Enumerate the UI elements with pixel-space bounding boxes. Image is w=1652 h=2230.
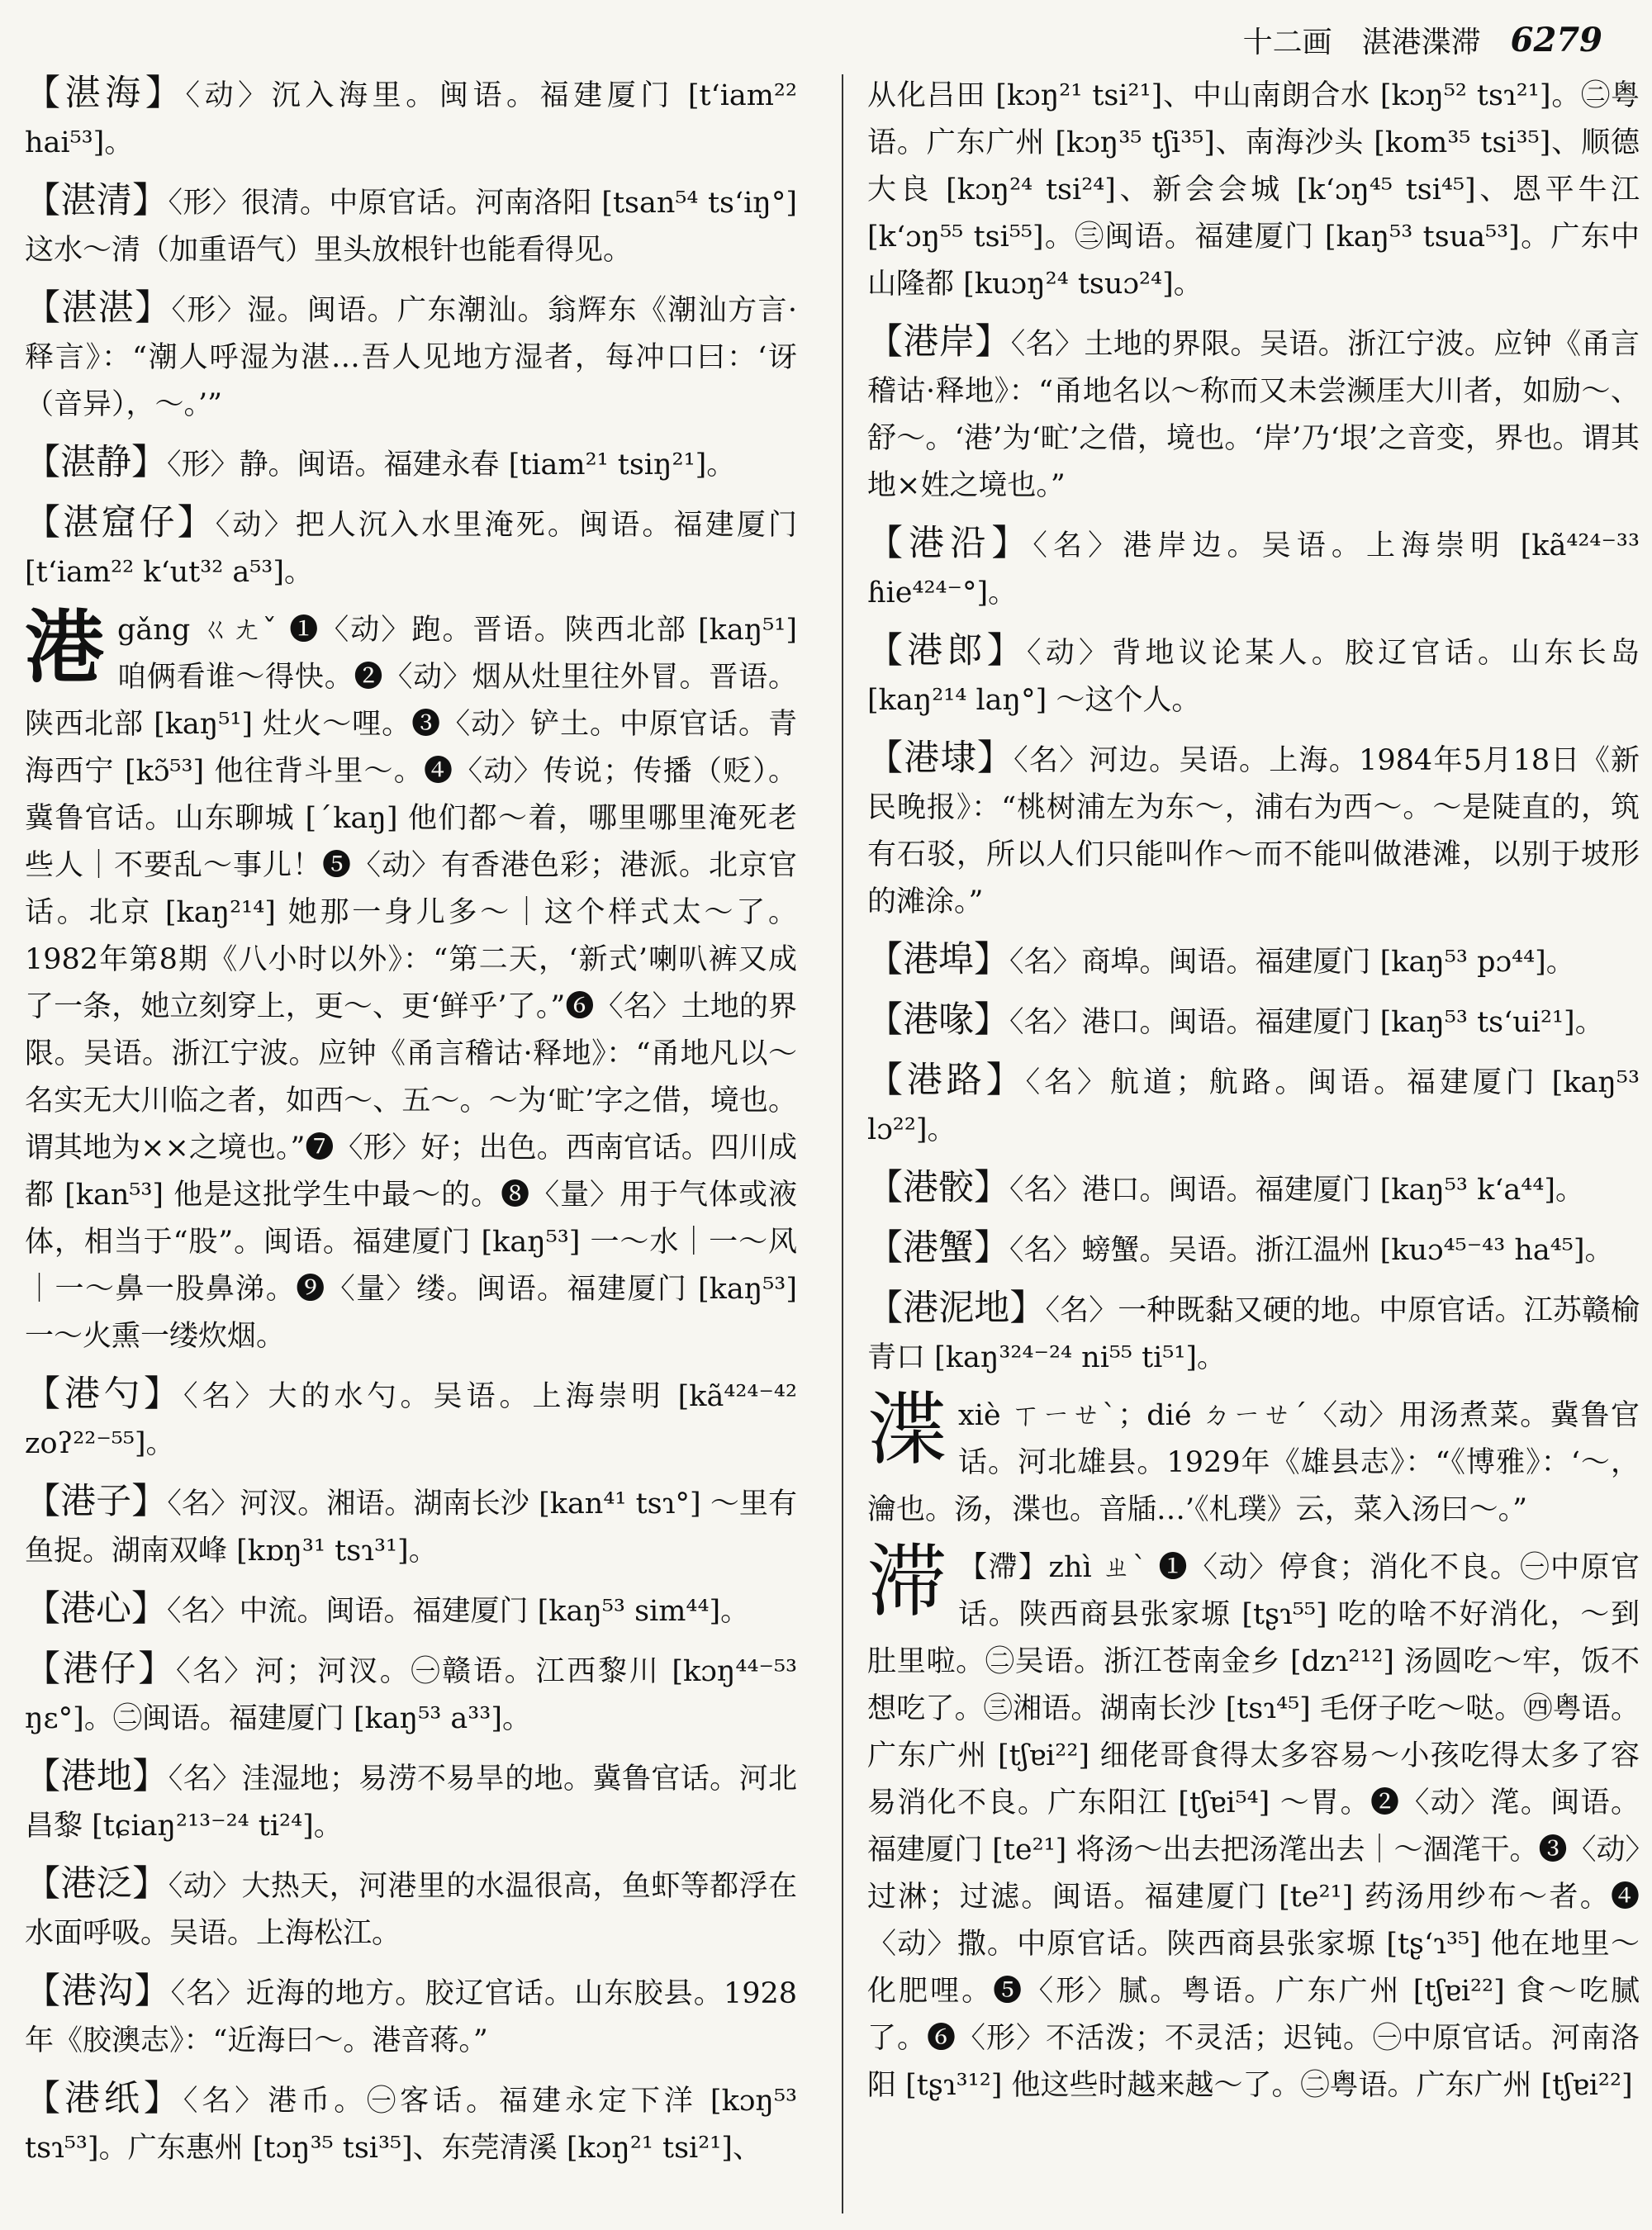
dictionary-entry (25, 500, 797, 596)
entry-definition: 〈名〉港口。闽语。福建厦门 [kaŋ⁵³ k‘a⁴⁴]。 (1009, 1174, 1585, 1207)
dictionary-entry (25, 285, 797, 429)
running-head (1243, 15, 1602, 64)
entry-definition: 〈名〉港口。闽语。福建厦门 [kaŋ⁵³ ts‘ui²¹]。 (1009, 1006, 1604, 1039)
dictionary-entry (867, 1057, 1640, 1154)
dictionary-entry (867, 1225, 1640, 1274)
entry-headword: 【湛海】 (25, 73, 186, 114)
entry-headword: 【港沿】 (867, 523, 1033, 564)
entry-definition: 〈形〉湿。闽语。广东潮汕。翁辉东《潮汕方言·释言》：“潮人呼湿为湛…吾人见地方湿者，每冲口曰：‘讶（音异），～。’” (25, 294, 797, 421)
headword-char: 港 (25, 600, 104, 694)
section-label: 十二画 (1242, 25, 1332, 59)
entry-definition: 〈动〉把人沉入水里淹死。闽语。福建厦门 [t‘iam²² k‘ut³² a⁵³]。 (25, 509, 797, 589)
entry-headword: 【湛清】 (25, 180, 169, 221)
headword-text: xiè ㄒㄧㄝˋ；dié ㄉㄧㄝˊ〈动〉用汤煮菜。冀鲁官话。河北雄县。1929年《雄县志》：“《博雅》：‘～，瀹也。汤，渫也。音牐…’《札璞》云，菜入汤曰～。” (867, 1399, 1640, 1526)
entry-definition: 〈名〉近海的地方。胶辽官话。山东胶县。1928年《胶澳志》：“近海曰～。港音蒋。” (25, 1977, 797, 2057)
headword-block-zhi (867, 1535, 1640, 2109)
column-divider (842, 74, 843, 2213)
dictionary-entry (25, 2076, 797, 2172)
entry-definition: 〈动〉背地议论某人。胶辽官话。山东长岛 [kaŋ²¹⁴ laŋ°] ～这个人。 (867, 637, 1640, 717)
entry-definition: 〈名〉一种既黏又硬的地。中原官话。江苏赣榆青口 [kaŋ³²⁴⁻²⁴ ni⁵⁵ ti⁵¹]。 (867, 1294, 1640, 1374)
entry-headword: 【港勺】 (25, 1374, 183, 1415)
entry-definition: 〈名〉中流。闽语。福建厦门 [kaŋ⁵³ sim⁴⁴]。 (167, 1595, 750, 1628)
dictionary-entry (25, 1371, 797, 1468)
entry-definition: 〈名〉河；河汊。㊀赣语。江西黎川 [kɔŋ⁴⁴⁻⁵³ ŋɛ°]。㊁闽语。福建厦门 [kaŋ⁵³ a³³]。 (25, 1655, 797, 1735)
entry-headword: 【港泥地】 (867, 1288, 1046, 1329)
entry-headword: 【港埭】 (867, 738, 1014, 779)
head-chars: 湛港渫滞 (1361, 25, 1481, 59)
entry-headword: 【港郎】 (867, 630, 1027, 671)
right-column (867, 70, 1640, 2209)
entry-definition: 〈动〉大热天，河港里的水温很高，鱼虾等都浮在水面呼吸。吴语。上海松江。 (25, 1870, 797, 1950)
dictionary-entry (867, 937, 1640, 986)
entry-definition: 〈动〉沉入海里。闽语。福建厦门 [t‘iam²² hai⁵³]。 (25, 79, 797, 159)
headword-text: gǎng ㄍㄤˇ ❶〈动〉跑。晋语。陕西北部 [kaŋ⁵¹] 咱俩看谁～得快。❷〈动〉烟从灶里往外冒。晋语。陕西北部 [kaŋ⁵¹] 灶火～哩。❸〈动〉铲土。中原官话。青海西宁 [kɔ̃⁵³] 他往背斗里～。❹〈动〉传说；传播（贬）。冀鲁官话。山东聊城 [ˊkaŋ] 他们都～着，哪里哪里淹死老些人｜不要乱～事儿！❺〈动〉有香港色彩；港派。北京官话。北京 [kaŋ²¹⁴] 她那一身儿多～｜这个样式太～了。1982年第8期《八小时以外》：“第二天，‘新式’喇叭裤又成了一条，她立刻穿上，更～、更‘鲜乎’了。”❻〈名〉土地的界限。吴语。浙江宁波。应钟《甬言稽诂·释地》：“甬地凡以～名实无大川临之者，如西～、五～。～为‘甿’字之借，境也。谓其地为××之境也。”❼〈形〉好；出色。西南官话。四川成都 [kan⁵³] 他是这批学生中最～的。❽〈量〉用于气体或液体，相当于“股”。闽语。福建厦门 [kaŋ⁵³] 一～水｜一～风｜一～鼻一股鼻涕。❾〈量〉缕。闽语。福建厦门 [kaŋ⁵³] 一～火熏一缕炊烟。 (25, 614, 797, 1353)
dictionary-entry (867, 628, 1640, 724)
headword-block-xie (867, 1383, 1640, 1534)
entry-headword: 【港子】 (25, 1481, 168, 1522)
entry-headword: 【湛静】 (25, 442, 167, 483)
page-number: 6279 (1510, 20, 1602, 59)
dictionary-entry (25, 1478, 797, 1575)
entry-definition: 〈形〉静。闽语。福建永春 [tiam²¹ tsiŋ²¹]。 (167, 448, 736, 482)
entry-headword: 【港泛】 (25, 1863, 169, 1905)
dictionary-entry (25, 1646, 797, 1743)
dictionary-entry (867, 70, 1640, 308)
entry-headword: 【港心】 (25, 1588, 167, 1630)
entry-definition: 〈名〉河汊。湘语。湖南长沙 [kan⁴¹ tsɿ°] ～里有鱼捉。湖南双峰 [kɒŋ³¹ tsɿ³¹]。 (25, 1487, 797, 1568)
dictionary-entry (867, 319, 1640, 510)
dictionary-entry (867, 1285, 1640, 1382)
dictionary-entry (867, 520, 1640, 617)
entry-headword: 【港沟】 (25, 1971, 171, 2012)
entry-headword: 【港埠】 (867, 939, 1009, 980)
left-column (25, 70, 797, 2209)
entry-definition: 〈形〉很清。中原官话。河南洛阳 [tsan⁵⁴ ts‘iŋ°] 这水～清（加重语气）里头放根针也能看得见。 (25, 187, 797, 267)
entry-headword: 【港骹】 (867, 1167, 1009, 1208)
headword-text: 【滯】zhì ㄓˋ ❶〈动〉停食；消化不良。㊀中原官话。陕西商县张家塬 [tʂɿ⁵⁵] 吃的啥不好消化，～到肚里啦。㊁吴语。浙江苍南金乡 [dzɿ²¹²] 汤圆吃～牢，饭不想吃了。㊂湘语。湖南长沙 [tsɿ⁴⁵] 毛伢子吃～哒。㊃粤语。广东广州 [tʃɐi²²] 细佬哥食得太多容易～小孩吃得太多了容易消化不良。广东阳江 [tʃɐi⁵⁴] ～胃。❷〈动〉滗。闽语。福建厦门 [te²¹] 将汤～出去把汤滗出去｜～涸滗干。❸〈动〉过淋；过滤。闽语。福建厦门 [te²¹] 药汤用纱布～者。❹〈动〉撒。中原官话。陕西商县张家塬 [tʂ‘ɿ³⁵] 他在地里～化肥哩。❺〈形〉腻。粤语。广东广州 [tʃɐi²²] 食～吃腻了。❻〈形〉不活泼；不灵活；迟钝。㊀中原官话。河南洛阳 [tʂɿ³¹²] 他这些时越来越～了。㊁粤语。广东广州 [tʃɐi²²] (867, 1551, 1640, 2102)
entry-list (25, 70, 797, 596)
entry-headword: 【港地】 (25, 1756, 169, 1797)
entry-definition: 从化吕田 [kɔŋ²¹ tsi²¹]、中山南朗合水 [kɔŋ⁵² tsɿ²¹]。㊁粤语。广东广州 [kɔŋ³⁵ tʃi³⁵]、南海沙头 [kom³⁵ tsi³⁵]、顺德大良 [kɔŋ²⁴ tsi²⁴]、新会会城 [k‘ɔŋ⁴⁵ tsi⁴⁵]、恩平牛江 [k‘ɔŋ⁵⁵ tsi⁵⁵]。㊂闽语。福建厦门 [kaŋ⁵³ tsua⁵³]。广东中山隆都 [kuɔŋ²⁴ tsuɔ²⁴]。 (867, 79, 1640, 301)
entry-headword: 【湛湛】 (25, 287, 172, 329)
entry-headword: 【港纸】 (25, 2078, 183, 2119)
entry-headword: 【港岸】 (867, 321, 1011, 363)
headword-block-gang (25, 600, 797, 1360)
entry-definition: 〈名〉螃蟹。吴语。浙江温州 [kuɔ⁴⁵⁻⁴³ ha⁴⁵]。 (1009, 1234, 1614, 1267)
dictionary-entry (25, 1968, 797, 2065)
dictionary-entry (867, 735, 1640, 926)
headword-char: 渫 (867, 1383, 947, 1476)
headword-char: 滞 (867, 1535, 947, 1628)
entry-definition: 〈名〉港岸边。吴语。上海崇明 [kã⁴²⁴⁻³³ ɦie⁴²⁴⁻°]。 (867, 529, 1640, 610)
entry-list (25, 1371, 797, 2172)
entry-definition: 〈名〉航道；航路。闽语。福建厦门 [kaŋ⁵³ lɔ²²]。 (867, 1066, 1640, 1146)
entry-definition: 〈名〉大的水勺。吴语。上海崇明 [kã⁴²⁴⁻⁴² zoʔ²²⁻⁵⁵]。 (25, 1380, 797, 1460)
entry-definition: 〈名〉港币。㊀客话。福建永定下洋 [kɔŋ⁵³ tsɿ⁵³]。广东惠州 [tɔŋ³⁵ tsi³⁵]、东莞清溪 [kɔŋ²¹ tsi²¹]、 (25, 2085, 797, 2165)
dictionary-entry (25, 1861, 797, 1957)
dictionary-entry (25, 70, 797, 167)
entry-list (867, 70, 1640, 1382)
dictionary-entry (25, 1586, 797, 1635)
entry-headword: 【港蟹】 (867, 1227, 1009, 1269)
entry-headword: 【湛窟仔】 (25, 502, 216, 543)
dictionary-entry (25, 178, 797, 274)
entry-definition: 〈名〉商埠。闽语。福建厦门 [kaŋ⁵³ pɔ⁴⁴]。 (1009, 946, 1575, 979)
entry-definition: 〈名〉河边。吴语。上海。1984年5月18日《新民晚报》：“桃树浦左为东～，浦右为西～。～是陡直的，筑有石驳，所以人们只能叫作～而不能叫做港滩，以别于坡形的滩涂。” (867, 744, 1640, 918)
dictionary-entry (867, 997, 1640, 1046)
entry-definition: 〈名〉洼湿地；易涝不易旱的地。冀鲁官话。河北昌黎 [tɕiaŋ²¹³⁻²⁴ ti²⁴]。 (25, 1763, 797, 1843)
entry-definition: 〈名〉土地的界限。吴语。浙江宁波。应钟《甬言稽诂·释地》：“甬地名以～称而又未尝濒厓大川者，如励～、舒～。‘港’为‘甿’之借，境也。‘岸’乃‘垠’之音变，界也。谓其地×姓之境也。” (867, 328, 1640, 502)
dictionary-entry (25, 1753, 797, 1850)
dictionary-entry (867, 1165, 1640, 1214)
entry-headword: 【港仔】 (25, 1649, 177, 1690)
entry-headword: 【港路】 (867, 1060, 1026, 1101)
entry-headword: 【港喙】 (867, 999, 1009, 1041)
dictionary-entry (25, 439, 797, 489)
